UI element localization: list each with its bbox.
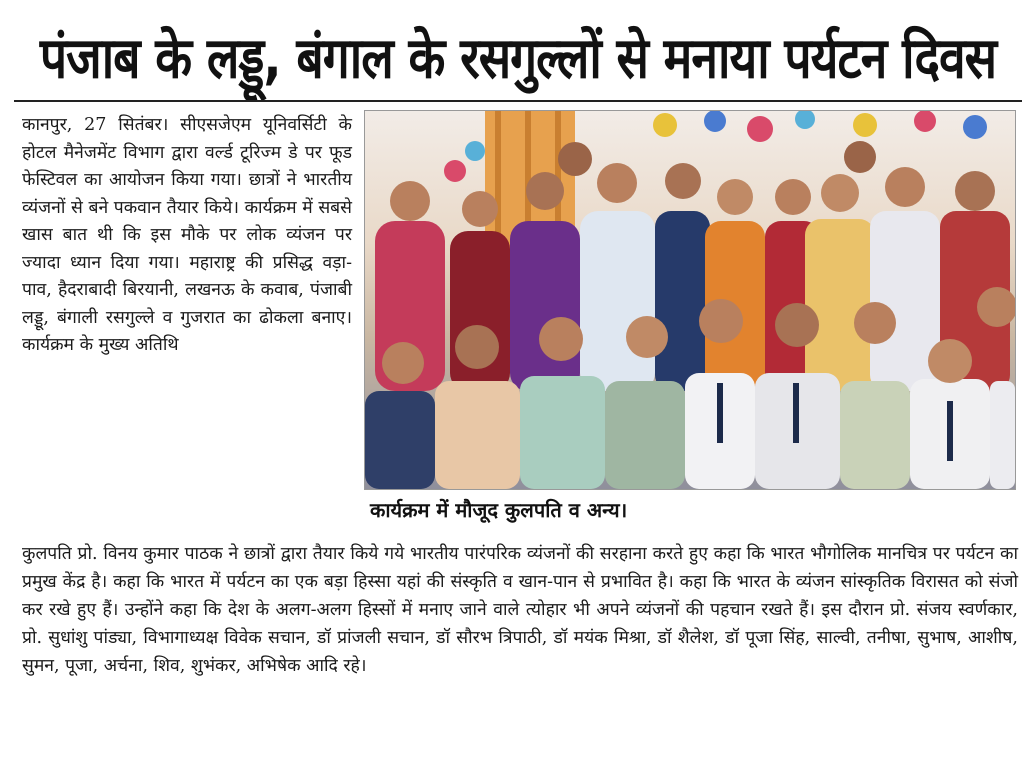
group-photo	[364, 110, 1016, 490]
headline: पंजाब के लड्डू, बंगाल के रसगुल्लों से मनाया पर्यटन दिवस	[39, 25, 997, 92]
article-column-text: कानपुर, 27 सितंबर। सीएसजेएम यूनिवर्सिटी के होटल मैनेजमेंट विभाग द्वारा वर्ल्ड टूरिज्म डे पर फूड फेस्टिवल का आयोजन किया गया। छात्रों ने भारतीय व्यंजनों से बने पकवान तैयार किये। कार्यक्रम में सबसे खास बात थी कि इस मौके पर लोक व्यंजन पर ज्यादा ध्यान दिया गया। महाराष्ट्र की प्रसिद्ध वड़ा-पाव, हैदराबादी बिरयानी, लखनऊ के कवाब, पंजाबी लड्डू, बंगाली रसगुल्ले व गुजरात का ढोकला बनाए। कार्यक्रम के मुख्य अतिथि	[22, 115, 352, 355]
group-photo-illustration	[365, 111, 1015, 489]
photo-caption: कार्यक्रम में मौजूद कुलपति व अन्य।	[370, 498, 628, 522]
headline-rule	[14, 100, 1022, 102]
article-full-width-text: कुलपति प्रो. विनय कुमार पाठक ने छात्रों द्वारा तैयार किये गये भारतीय पारंपरिक व्यंजनों की सरहाना करते हुए कहा कि भारत भौगोलिक मानचित्र पर पर्यटन का प्रमुख केंद्र है। कहा कि भारत में पर्यटन का एक बड़ा हिस्सा यहां की संस्कृति व खान-पान से प्रभावित है। कहा कि भारत के व्यंजन सांस्कृतिक विरासत को संजो कर रखे हुए हैं। उन्होंने कहा कि देश के अलग-अलग हिस्सों में मनाए जाने वाले त्योहार भी अपने व्यंजनों की पहचान रखते हैं। इस दौरान प्रो. संजय स्वर्णकार, प्रो. सुधांशु पांड्या, विभागाध्यक्ष विवेक सचान, डॉ प्रांजली सचान, डॉ सौरभ त्रिपाठी, डॉ मयंक मिश्रा, डॉ शैलेश, डॉ पूजा सिंह, साल्वी, तनीषा, सुभाष, आशीष, सुमन, पूजा, अर्चना, शिव, शुभंकर, अभिषेक आदि रहे।	[22, 544, 1018, 676]
